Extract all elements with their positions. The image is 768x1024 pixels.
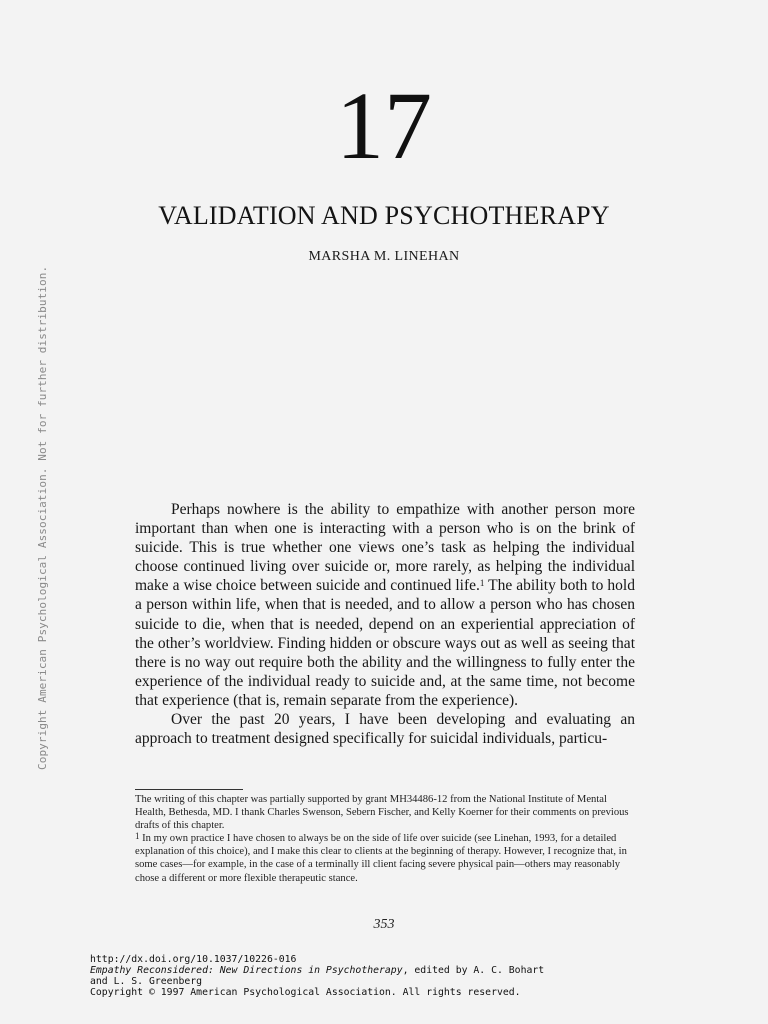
citation-block — [90, 954, 690, 998]
footnote-marker: 1 — [135, 831, 140, 842]
copyright-watermark: Copyright American Psychological Association. Not for further distribution. — [36, 265, 49, 770]
body-paragraph — [135, 500, 635, 710]
footnote-reference: 1 — [479, 578, 485, 589]
editors-text: , edited by A. C. Bohart — [402, 965, 545, 976]
doi-link[interactable]: http://dx.doi.org/10.1037/10226-016 — [90, 954, 297, 965]
body-text — [135, 500, 635, 748]
paragraph-text: Perhaps nowhere is the ability to empathize with another person more important than when one is interacting with a person who is on the brink of suicide. This is true whether one views one’s task as helping the individual choose continued living over suicide or, more rarely, as helping the individual make a wise choice between suicide and continued life. — [135, 501, 635, 595]
editors-continued: and L. S. Greenberg — [90, 976, 203, 987]
chapter-title: VALIDATION AND PSYCHOTHERAPY — [158, 201, 610, 230]
chapter-number: 17 — [336, 72, 432, 179]
chapter-author: MARSHA M. LINEHAN — [308, 249, 460, 264]
footnote-1 — [135, 832, 635, 884]
book-title: Empathy Reconsidered: New Directions in Psychotherapy — [90, 965, 403, 976]
page-number: 353 — [373, 917, 395, 932]
copyright-line: Copyright © 1997 American Psychological Association. All rights reserved. — [90, 987, 521, 998]
body-paragraph: Over the past 20 years, I have been developing and evaluating an approach to treatment designed specifically for suicidal individuals, particu- — [135, 711, 635, 748]
footnote-text: In my own practice I have chosen to always be on the side of life over suicide (see Linehan, 1993, for a detailed explanation of this choice), and I make this clear to clients at the beginning of therapy. However, I recognize that, in some cases—for example, in the case of a terminally ill client facing severe physical pain—others may reasonably chose a different or more flexible therapeutic stance. — [135, 833, 627, 884]
footnote-divider — [135, 789, 243, 790]
paragraph-text: The ability both to hold a person within life, when that is needed, and to allow a person who has chosen suicide to die, when that is needed, depend on an experiential appreciation of the other’s worldview. Finding hidden or obscure ways out as well as seeing that there is no way out require both the ability and the willingness to fully enter the experience of the individual ready to suicide and, at the same time, not become that experience (that is, remain separate from the experience). — [135, 577, 635, 709]
acknowledgment-note: The writing of this chapter was partially supported by grant MH34486-12 from the National Institute of Mental Health, Bethesda, MD. I thank Charles Swenson, Sebern Fischer, and Kelly Koerner for their comments on previous drafts of this chapter. — [135, 794, 629, 832]
footnotes — [135, 793, 635, 885]
book-citation — [90, 965, 690, 976]
